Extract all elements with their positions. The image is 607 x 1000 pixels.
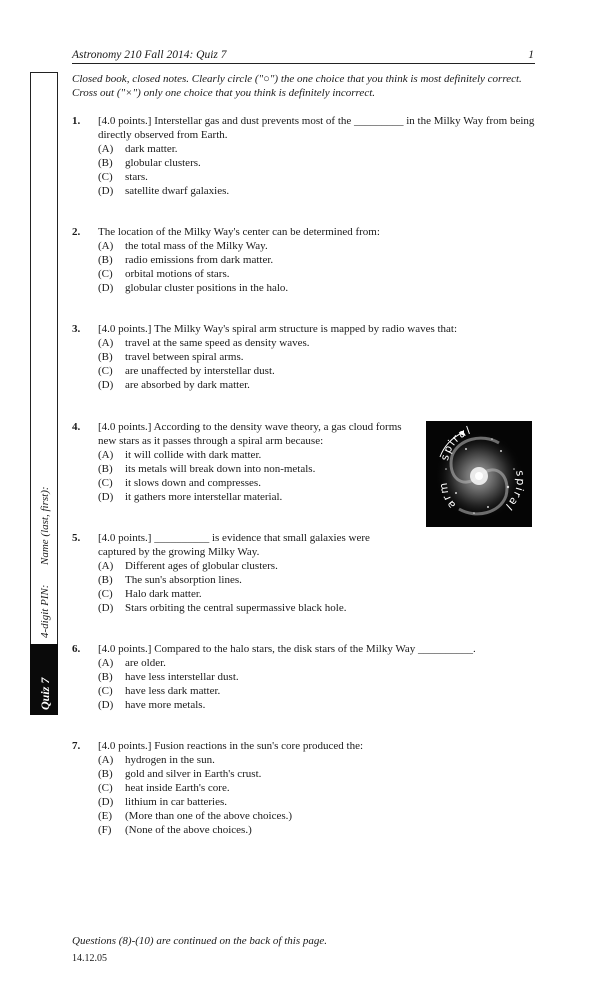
question-stem: The location of the Milky Way's center can be determined from:: [98, 226, 380, 238]
sidebar-quiz-label: Quiz 7: [38, 677, 52, 710]
option-d[interactable]: [98, 281, 542, 295]
question-stem: [4.0 points.] __________ is evidence that small galaxies were captured by the growing Milky Way.: [98, 532, 370, 558]
option-a[interactable]: [98, 753, 542, 767]
figure-label-spiral-top: spiral: [438, 423, 474, 462]
option-d[interactable]: [98, 184, 542, 198]
option-text: are absorbed by dark matter.: [125, 379, 250, 391]
option-b[interactable]: [98, 253, 542, 267]
question-number: 7.: [72, 740, 81, 752]
question-stem: [4.0 points.] Interstellar gas and dust prevents most of the _________ in the Milky Way from being directly observed from Earth.: [98, 115, 535, 141]
option-c[interactable]: [98, 267, 542, 281]
option-text: it will collide with dark matter.: [125, 449, 262, 461]
option-label: (C): [98, 365, 113, 377]
option-text: heat inside Earth's core.: [125, 782, 230, 794]
option-a[interactable]: [98, 239, 542, 253]
option-label: (C): [98, 782, 113, 794]
option-text: have less interstellar dust.: [125, 671, 239, 683]
instructions: Closed book, closed notes. Clearly circle ("○") the one choice that you think is most definitely correct. Cross out ("×") only one choice that you think is definitely incorrect.: [72, 73, 522, 99]
page-number: 1: [528, 49, 534, 61]
question-stem: [4.0 points.] The Milky Way's spiral arm structure is mapped by radio waves that:: [98, 323, 458, 335]
option-label: (D): [98, 491, 114, 503]
option-text: (More than one of the above choices.): [125, 810, 293, 822]
question-number: 2.: [72, 226, 81, 238]
header-rule: [72, 63, 535, 64]
question-3: [72, 322, 542, 392]
option-label: (A): [98, 337, 114, 349]
option-text: it gathers more interstellar material.: [125, 491, 283, 503]
option-label: (A): [98, 143, 114, 155]
question-stem: [4.0 points.] Fusion reactions in the sun's core produced the:: [98, 740, 364, 752]
option-text: globular cluster positions in the halo.: [125, 282, 289, 294]
option-label: (C): [98, 477, 113, 489]
option-text: radio emissions from dark matter.: [125, 254, 274, 266]
question-number: 1.: [72, 115, 81, 127]
option-label: (C): [98, 588, 113, 600]
page-header: [72, 48, 534, 62]
option-c[interactable]: [98, 476, 412, 490]
option-label: (D): [98, 282, 114, 294]
continued-note: Questions (8)-(10) are continued on the back of this page.: [72, 935, 327, 947]
option-label: (B): [98, 574, 113, 586]
option-label: (A): [98, 449, 114, 461]
option-label: (A): [98, 560, 114, 572]
option-text: hydrogen in the sun.: [125, 754, 215, 766]
option-label: (D): [98, 379, 114, 391]
option-label: (B): [98, 157, 113, 169]
option-text: have less dark matter.: [125, 685, 221, 697]
option-text: orbital motions of stars.: [125, 268, 230, 280]
question-2: [72, 225, 542, 295]
option-b[interactable]: [98, 573, 542, 587]
option-label: (D): [98, 602, 114, 614]
option-label: (C): [98, 268, 113, 280]
option-text: are older.: [125, 657, 166, 669]
question-7: [72, 739, 542, 837]
option-a[interactable]: [98, 448, 412, 462]
header-title: Astronomy 210 Fall 2014: Quiz 7: [72, 49, 227, 61]
option-label: (D): [98, 699, 114, 711]
question-stem: [4.0 points.] Compared to the halo stars, the disk stars of the Milky Way __________.: [98, 643, 476, 655]
option-text: The sun's absorption lines.: [125, 574, 242, 586]
option-text: gold and silver in Earth's crust.: [125, 768, 262, 780]
question-number: 4.: [72, 421, 81, 433]
option-text: its metals will break down into non-metals.: [125, 463, 316, 475]
question-4: [72, 420, 412, 504]
option-d[interactable]: [98, 490, 412, 504]
option-b[interactable]: [98, 350, 542, 364]
option-text: Halo dark matter.: [125, 588, 202, 600]
option-text: stars.: [125, 171, 148, 183]
option-a[interactable]: [98, 559, 542, 573]
option-label: (A): [98, 657, 114, 669]
option-text: Stars orbiting the central supermassive black hole.: [125, 602, 347, 614]
option-text: dark matter.: [125, 143, 178, 155]
option-e[interactable]: [98, 809, 542, 823]
option-label: (A): [98, 754, 114, 766]
option-label: (F): [98, 824, 112, 836]
option-text: it slows down and compresses.: [125, 477, 261, 489]
question-number: 6.: [72, 643, 81, 655]
option-c[interactable]: [98, 587, 542, 601]
option-c[interactable]: [98, 684, 542, 698]
option-a[interactable]: [98, 336, 542, 350]
option-a[interactable]: [98, 142, 542, 156]
question-number: 5.: [72, 532, 81, 544]
option-label: (B): [98, 351, 113, 363]
option-text: the total mass of the Milky Way.: [125, 240, 268, 252]
option-text: travel at the same speed as density waves.: [125, 337, 310, 349]
option-b[interactable]: [98, 767, 542, 781]
spiral-galaxy-image: [426, 421, 532, 527]
option-text: (None of the above choices.): [125, 824, 252, 836]
sidebar-pin-label: 4-digit PIN:: [39, 584, 51, 638]
option-label: (B): [98, 254, 113, 266]
question-stem: [4.0 points.] According to the density wave theory, a gas cloud forms new stars as it passes through a spiral arm because:: [98, 421, 402, 447]
question-number: 3.: [72, 323, 81, 335]
option-c[interactable]: [98, 170, 542, 184]
option-c[interactable]: [98, 364, 542, 378]
option-label: (B): [98, 768, 113, 780]
option-d[interactable]: [98, 378, 542, 392]
option-a[interactable]: [98, 656, 542, 670]
option-f[interactable]: [98, 823, 542, 837]
option-label: (C): [98, 171, 113, 183]
question-5: [72, 531, 542, 615]
option-label: (B): [98, 671, 113, 683]
option-text: satellite dwarf galaxies.: [125, 185, 230, 197]
question-6: [72, 642, 542, 712]
version-code: 14.12.05: [72, 953, 107, 964]
option-label: (D): [98, 185, 114, 197]
option-text: travel between spiral arms.: [125, 351, 244, 363]
option-b[interactable]: [98, 462, 412, 476]
sidebar-name-label: Name (last, first):: [39, 486, 51, 565]
option-c[interactable]: [98, 781, 542, 795]
option-label: (C): [98, 685, 113, 697]
figure-label-spiral-bottom: spiral: [502, 469, 528, 514]
option-text: globular clusters.: [125, 157, 201, 169]
option-text: have more metals.: [125, 699, 206, 711]
option-b[interactable]: [98, 156, 542, 170]
galaxy-illustration: [426, 421, 532, 527]
option-label: (E): [98, 810, 113, 822]
figure-label-arm: arm: [436, 480, 459, 512]
option-label: (B): [98, 463, 113, 475]
option-label: (D): [98, 796, 114, 808]
option-text: Different ages of globular clusters.: [125, 560, 278, 572]
question-1: [72, 114, 542, 198]
option-d[interactable]: [98, 601, 542, 615]
option-d[interactable]: [98, 698, 542, 712]
option-label: (A): [98, 240, 114, 252]
option-d[interactable]: [98, 795, 542, 809]
option-b[interactable]: [98, 670, 542, 684]
option-text: are unaffected by interstellar dust.: [125, 365, 275, 377]
option-text: lithium in car batteries.: [125, 796, 228, 808]
